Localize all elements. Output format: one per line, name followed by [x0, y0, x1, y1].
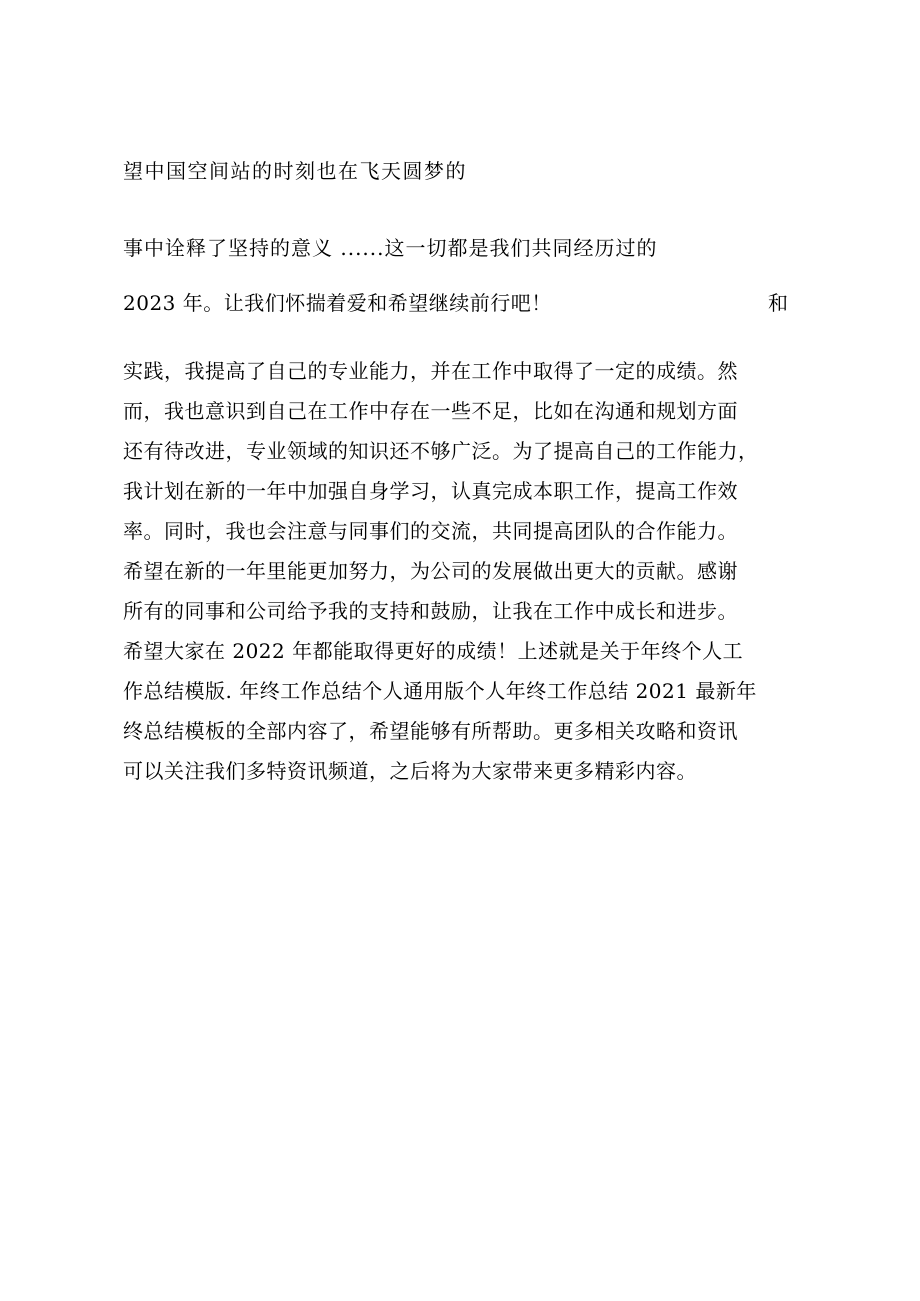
body-line: 作总结模版. 年终工作总结个人通用版个人年终工作总结 2021 最新年 — [123, 679, 757, 703]
intro-line-3: 2023 年。让我们怀揣着爱和希望继续前行吧！ — [123, 291, 552, 315]
body-line: 可以关注我们多特资讯频道，之后将为大家带来更多精彩内容。 — [123, 759, 697, 783]
body-line: 还有待改进，专业领域的知识还不够广泛。为了提高自己的工作能力， — [123, 439, 759, 463]
body-line: 所有的同事和公司给予我的支持和鼓励，让我在工作中成长和进步。 — [123, 599, 738, 623]
body-line: 率。同时，我也会注意与同事们的交流，共同提高团队的合作能力。 — [123, 519, 738, 543]
body-line: 希望在新的一年里能更加努力，为公司的发展做出更大的贡献。感谢 — [123, 559, 738, 583]
body-line: 实践，我提高了自己的专业能力，并在工作中取得了一定的成绩。然 — [123, 359, 738, 383]
body-line: 希望大家在 2022 年都能取得更好的成绩！上述就是关于年终个人工 — [123, 639, 744, 663]
body-line: 终总结模板的全部内容了，希望能够有所帮助。更多相关攻略和资讯 — [123, 719, 738, 743]
intro-line-1: 望中国空间站的时刻也在飞天圆梦的 — [123, 159, 467, 183]
body-paragraph — [123, 358, 823, 798]
intro-line-2: 事中诠释了坚持的意义 ......这一切都是我们共同经历过的 — [123, 236, 658, 260]
stray-character: 和 — [768, 291, 788, 315]
body-line: 我计划在新的一年中加强自身学习，认真完成本职工作，提高工作效 — [123, 479, 738, 503]
body-line: 而，我也意识到自己在工作中存在一些不足，比如在沟通和规划方面 — [123, 399, 738, 423]
